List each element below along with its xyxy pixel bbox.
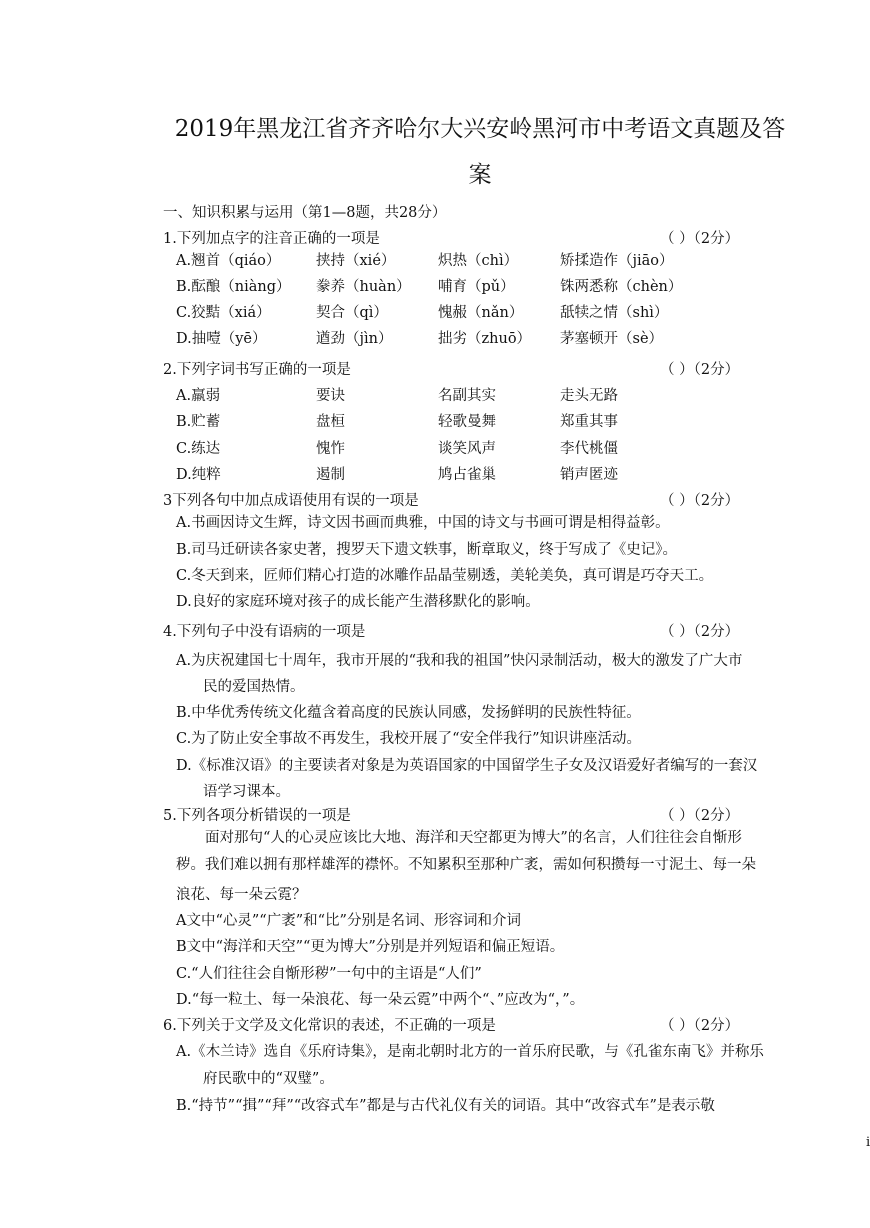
q2-row-d-2: 遏制 bbox=[316, 467, 345, 483]
q3-option-c: C.冬天到来，匠师们精心打造的冰雕作品晶莹剔透，美轮美奂，真可谓是巧夺天工。 bbox=[176, 568, 714, 584]
document-title-line2: 案 bbox=[468, 162, 492, 188]
q2-row-a-2: 要诀 bbox=[316, 388, 345, 404]
q2-row-a-3: 名副其实 bbox=[438, 388, 496, 404]
q1-row-b-1: B.酝酿（niàng） bbox=[176, 279, 291, 295]
q5-option-c: C.“人们往往会自惭形秽”一句中的主语是“人们” bbox=[176, 966, 482, 982]
q5-option-d: D.“每一粒土、每一朵浪花、每一朵云霓”中两个“、”应改为“，”。 bbox=[176, 992, 585, 1008]
q2-row-c-2: 愧怍 bbox=[316, 441, 345, 457]
section-heading: 一、知识积累与运用（第1—8题，共28分） bbox=[163, 205, 447, 221]
q5-stem: 5.下列各项分析错误的一项是 bbox=[163, 808, 351, 824]
q2-row-d-4: 销声匿迹 bbox=[560, 467, 618, 483]
q2-score: （ ）（2分） bbox=[660, 362, 740, 378]
q5-score: （ ）（2分） bbox=[660, 808, 740, 824]
q1-row-c-2: 契合（qì） bbox=[316, 305, 388, 321]
q1-row-c-4: 舐犊之情（shì） bbox=[560, 305, 669, 321]
q5-option-b: B文中“海洋和天空”“更为博大”分别是并列短语和偏正短语。 bbox=[176, 939, 565, 955]
q1-row-b-3: 哺育（pǔ） bbox=[438, 279, 515, 295]
q2-row-b-1: B.贮蓄 bbox=[176, 414, 221, 430]
q4-option-b: B.中华优秀传统文化蕴含着高度的民族认同感，发扬鲜明的民族性特征。 bbox=[176, 705, 641, 721]
q2-row-b-4: 郑重其事 bbox=[560, 414, 618, 430]
q1-row-a-4: 矫揉造作（jiāo） bbox=[560, 253, 674, 269]
q6-option-b-line1: B.“持节”“揖”“拜”“改容式车”都是与古代礼仪有关的词语。其中“改容式车”是表示敬 bbox=[176, 1098, 715, 1114]
q4-stem: 4.下列句子中没有语病的一项是 bbox=[163, 624, 366, 640]
q1-row-b-4: 铢两悉称（chèn） bbox=[560, 279, 683, 295]
q2-row-d-3: 鸠占雀巢 bbox=[438, 467, 496, 483]
q1-row-d-4: 茅塞顿开（sè） bbox=[560, 331, 664, 347]
q4-score: （ ）（2分） bbox=[660, 624, 740, 640]
q6-stem: 6.下列关于文学及文化常识的表述，不正确的一项是 bbox=[163, 1018, 496, 1034]
q1-row-c-3: 愧赧（nǎn） bbox=[438, 305, 524, 321]
q2-row-a-1: A.羸弱 bbox=[176, 388, 221, 404]
q4-option-d-line1: D.《标准汉语》的主要读者对象是为英语国家的中国留学生子女及汉语爱好者编写的一套汉 bbox=[176, 758, 758, 774]
q2-stem: 2.下列字词书写正确的一项是 bbox=[163, 362, 351, 378]
q5-option-a: A文中“心灵”“广袤”和“比”分别是名词、形容词和介词 bbox=[176, 913, 521, 929]
q3-score: （ ）（2分） bbox=[660, 493, 740, 509]
q5-passage-line3: 浪花、每一朵云霓？ bbox=[176, 887, 307, 903]
q5-passage-line2: 秽。我们难以拥有那样雄浑的襟怀。不知累积至那种广袤，需如何积攒每一寸泥土、每一朵 bbox=[176, 857, 756, 873]
q6-option-a-line2: 府民歌中的“双璧”。 bbox=[203, 1071, 334, 1087]
q2-row-c-3: 谈笑风声 bbox=[438, 441, 496, 457]
q2-row-b-2: 盘桓 bbox=[316, 414, 345, 430]
q3-stem: 3下列各句中加点成语使用有误的一项是 bbox=[163, 493, 419, 509]
q2-row-c-1: C.练达 bbox=[176, 441, 221, 457]
q1-row-d-1: D.抽噎（yē） bbox=[176, 331, 267, 347]
q3-option-b: B.司马迁研读各家史著，搜罗天下遗文轶事，断章取义，终于写成了《史记》。 bbox=[176, 542, 678, 558]
q1-row-b-2: 豢养（huàn） bbox=[316, 279, 411, 295]
q1-score: （ ）（2分） bbox=[660, 231, 740, 247]
q2-row-a-4: 走头无路 bbox=[560, 388, 618, 404]
q1-row-d-2: 遒劲（jìn） bbox=[316, 331, 393, 347]
q3-option-a: A.书画因诗文生辉，诗文因书画而典雅，中国的诗文与书画可谓是相得益彰。 bbox=[176, 515, 670, 531]
q1-row-a-3: 炽热（chì） bbox=[438, 253, 519, 269]
q2-row-b-3: 轻歌曼舞 bbox=[438, 414, 496, 430]
q6-score: （ ）（2分） bbox=[660, 1018, 740, 1034]
page-mark: i bbox=[866, 1135, 870, 1150]
q1-row-c-1: C.狡黠（xiá） bbox=[176, 305, 271, 321]
q5-passage-line1: 面对那句“人的心灵应该比大地、海洋和天空都更为博大”的名言，人们往往会自惭形 bbox=[205, 830, 742, 846]
q4-option-a-line1: A.为庆祝建国七十周年，我市开展的“我和我的祖国”快闪录制活动，极大的激发了广大市 bbox=[176, 653, 743, 669]
q4-option-a-line2: 民的爱国热情。 bbox=[203, 679, 305, 695]
q1-row-a-1: A.翘首（qiáo） bbox=[176, 253, 281, 269]
q4-option-c: C.为了防止安全事故不再发生，我校开展了“安全伴我行”知识讲座活动。 bbox=[176, 731, 642, 747]
q1-stem: 1.下列加点字的注音正确的一项是 bbox=[163, 231, 380, 247]
q4-option-d-line2: 语学习课本。 bbox=[203, 784, 290, 800]
q2-row-d-1: D.纯粹 bbox=[176, 467, 221, 483]
q3-option-d: D.良好的家庭环境对孩子的成长能产生潜移默化的影响。 bbox=[176, 594, 540, 610]
document-title-line1: 2019年黑龙江省齐齐哈尔大兴安岭黑河市中考语文真题及答 bbox=[174, 116, 786, 142]
q6-option-a-line1: A.《木兰诗》选自《乐府诗集》，是南北朝时北方的一首乐府民歌，与《孔雀东南飞》并称乐 bbox=[176, 1044, 764, 1060]
q1-row-d-3: 拙劣（zhuō） bbox=[438, 331, 532, 347]
q2-row-c-4: 李代桃僵 bbox=[560, 441, 618, 457]
q1-row-a-2: 挟持（xié） bbox=[316, 253, 396, 269]
